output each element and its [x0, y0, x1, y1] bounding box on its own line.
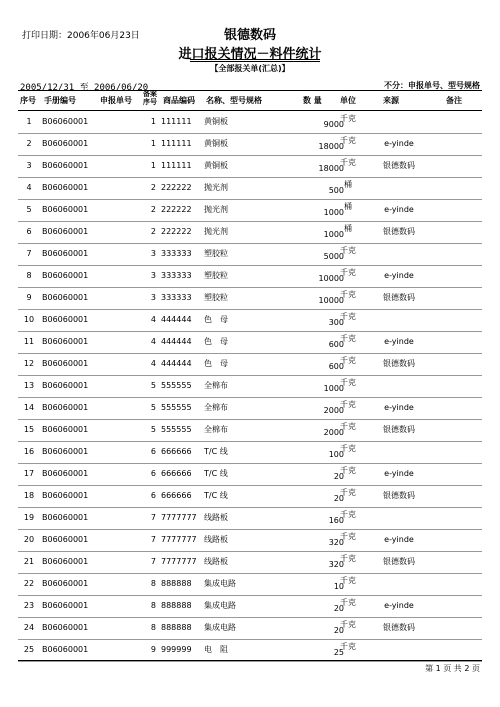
book-number: B06060001 — [42, 579, 89, 588]
table-row — [18, 375, 482, 398]
col-header-record-seq-line1: 备案 — [143, 90, 157, 98]
source — [366, 177, 432, 199]
item-name: 全棉布 — [204, 381, 228, 390]
quantity: 300 — [328, 318, 344, 327]
table-row — [18, 419, 482, 442]
quantity: 5000 — [323, 252, 344, 261]
item-code: 666666 — [161, 491, 192, 500]
record-seq: 5 — [150, 403, 156, 412]
title-underline — [190, 61, 320, 62]
source — [366, 375, 432, 397]
quantity: 10000 — [318, 296, 344, 305]
record-seq: 3 — [150, 249, 156, 258]
book-number: B06060001 — [42, 513, 89, 522]
table-row — [18, 331, 482, 354]
record-seq: 5 — [150, 425, 156, 434]
unit: 千克 — [340, 356, 356, 365]
unit: 千克 — [340, 554, 356, 563]
item-code: 888888 — [161, 601, 192, 610]
table-row — [18, 265, 482, 288]
record-seq: 8 — [150, 579, 156, 588]
record-seq: 6 — [150, 469, 156, 478]
table-row — [18, 441, 482, 464]
row-number: 14 — [23, 403, 35, 412]
row-number: 18 — [23, 491, 35, 500]
table-row — [18, 573, 482, 596]
row-number: 21 — [23, 557, 35, 566]
row-number: 8 — [26, 271, 32, 280]
table-row — [18, 243, 482, 266]
unit: 千克 — [340, 444, 356, 453]
source: 银德数码 — [383, 623, 415, 632]
item-name: T/C 线 — [204, 447, 228, 456]
item-name: 线路板 — [204, 557, 228, 566]
group-by-note: 不分：申报单号、型号规格 — [384, 81, 480, 90]
quantity: 1000 — [323, 208, 344, 217]
row-number: 19 — [23, 513, 35, 522]
col-header-no: 序号 — [20, 96, 36, 105]
item-name: 黄铜板 — [204, 161, 228, 170]
item-name: T/C 线 — [204, 491, 228, 500]
source: e-yinde — [384, 469, 414, 478]
source: 银德数码 — [383, 359, 415, 368]
table-row — [18, 309, 482, 332]
row-number: 9 — [26, 293, 32, 302]
source: 银德数码 — [383, 227, 415, 236]
source — [366, 309, 432, 331]
item-name: 集成电路 — [204, 623, 236, 632]
item-code: 555555 — [161, 381, 192, 390]
quantity: 320 — [328, 560, 344, 569]
unit: 千克 — [340, 466, 356, 475]
quantity: 600 — [328, 340, 344, 349]
book-number: B06060001 — [42, 557, 89, 566]
table-row — [18, 287, 482, 310]
quantity: 18000 — [318, 164, 344, 173]
item-code: 666666 — [161, 447, 192, 456]
book-number: B06060001 — [42, 227, 89, 236]
source: 银德数码 — [383, 161, 415, 170]
col-header-name-spec: 名称、型号规格 — [206, 96, 262, 105]
item-code: 111111 — [161, 161, 192, 170]
source — [366, 111, 432, 133]
unit: 千克 — [340, 158, 356, 167]
page-number: 第 1 页 共 2 页 — [425, 664, 480, 673]
item-code: 333333 — [161, 293, 192, 302]
book-number: B06060001 — [42, 645, 89, 654]
record-seq: 2 — [150, 205, 156, 214]
unit: 千克 — [340, 642, 356, 651]
item-name: 抛光剂 — [204, 205, 228, 214]
item-name: 塑胶粒 — [204, 271, 228, 280]
record-seq: 4 — [150, 315, 156, 324]
company-name: 银德数码 — [223, 28, 276, 43]
row-number: 16 — [23, 447, 35, 456]
unit: 千克 — [340, 268, 356, 277]
unit: 千克 — [340, 510, 356, 519]
record-seq: 6 — [150, 491, 156, 500]
record-seq: 4 — [150, 359, 156, 368]
quantity: 100 — [328, 450, 344, 459]
row-number: 6 — [26, 227, 32, 236]
col-header-unit: 单位 — [340, 96, 356, 105]
book-number: B06060001 — [42, 447, 89, 456]
row-number: 2 — [26, 139, 32, 148]
book-number: B06060001 — [42, 469, 89, 478]
col-header-record-seq — [143, 90, 157, 106]
source: 银德数码 — [383, 293, 415, 302]
table-row — [18, 111, 482, 134]
unit: 桶 — [344, 224, 352, 233]
item-name: 黄铜板 — [204, 117, 228, 126]
book-number: B06060001 — [42, 359, 89, 368]
item-name: 全棉布 — [204, 425, 228, 434]
source — [366, 243, 432, 265]
row-number: 11 — [23, 337, 35, 346]
source: e-yinde — [384, 535, 414, 544]
row-number: 24 — [23, 623, 35, 632]
item-name: 塑胶粒 — [204, 249, 228, 258]
book-number: B06060001 — [42, 381, 89, 390]
record-seq: 7 — [150, 535, 156, 544]
source — [366, 441, 432, 463]
quantity: 20 — [333, 494, 344, 503]
book-number: B06060001 — [42, 491, 89, 500]
record-seq: 5 — [150, 381, 156, 390]
table-row — [18, 155, 482, 178]
book-number: B06060001 — [42, 117, 89, 126]
record-seq: 4 — [150, 337, 156, 346]
row-number: 10 — [23, 315, 35, 324]
item-name: 集成电路 — [204, 579, 236, 588]
record-seq: 7 — [150, 513, 156, 522]
item-name: 线路板 — [204, 513, 228, 522]
quantity: 20 — [333, 626, 344, 635]
print-date: 打印日期：2006年06月23日 — [22, 31, 140, 41]
table-row — [18, 485, 482, 508]
quantity: 10 — [333, 582, 344, 591]
item-code: 555555 — [161, 403, 192, 412]
quantity: 2000 — [323, 428, 344, 437]
quantity: 320 — [328, 538, 344, 547]
unit: 千克 — [340, 136, 356, 145]
source: e-yinde — [384, 139, 414, 148]
row-number: 12 — [23, 359, 35, 368]
table-row — [18, 199, 482, 222]
book-number: B06060001 — [42, 161, 89, 170]
table-row — [18, 529, 482, 552]
row-number: 5 — [26, 205, 32, 214]
book-number: B06060001 — [42, 183, 89, 192]
item-code: 222222 — [161, 227, 192, 236]
unit: 千克 — [340, 488, 356, 497]
record-seq: 1 — [150, 139, 156, 148]
book-number: B06060001 — [42, 623, 89, 632]
record-seq: 1 — [150, 161, 156, 170]
unit: 千克 — [340, 290, 356, 299]
source: 银德数码 — [383, 491, 415, 500]
quantity: 20 — [333, 604, 344, 613]
row-number: 7 — [26, 249, 32, 258]
item-code: 444444 — [161, 315, 192, 324]
item-name: 抛光剂 — [204, 183, 228, 192]
table-row — [18, 133, 482, 156]
row-number: 23 — [23, 601, 35, 610]
quantity: 20 — [333, 472, 344, 481]
unit: 千克 — [340, 400, 356, 409]
item-code: 999999 — [161, 645, 192, 654]
row-number: 13 — [23, 381, 35, 390]
unit: 千克 — [340, 114, 356, 123]
item-code: 222222 — [161, 205, 192, 214]
book-number: B06060001 — [42, 601, 89, 610]
item-code: 7777777 — [161, 513, 197, 522]
col-header-record-seq-line2: 序号 — [143, 98, 157, 106]
unit: 千克 — [340, 422, 356, 431]
source: e-yinde — [384, 337, 414, 346]
unit: 千克 — [340, 576, 356, 585]
title-underline — [190, 59, 320, 60]
row-number: 3 — [26, 161, 32, 170]
record-seq: 7 — [150, 557, 156, 566]
unit: 千克 — [340, 598, 356, 607]
unit: 千克 — [340, 532, 356, 541]
quantity: 10000 — [318, 274, 344, 283]
quantity: 500 — [328, 186, 344, 195]
source: 银德数码 — [383, 557, 415, 566]
unit: 千克 — [340, 246, 356, 255]
col-header-source: 来源 — [383, 96, 399, 105]
source — [366, 639, 432, 661]
row-number: 1 — [26, 117, 32, 126]
record-seq: 2 — [150, 227, 156, 236]
item-code: 111111 — [161, 117, 192, 126]
row-number: 15 — [23, 425, 35, 434]
report-title: 进口报关情况－料件统计 — [178, 47, 322, 62]
item-name: 电 阻 — [204, 645, 228, 654]
quantity: 18000 — [318, 142, 344, 151]
quantity: 1000 — [323, 384, 344, 393]
col-header-book-no: 手册编号 — [44, 96, 76, 105]
record-seq: 6 — [150, 447, 156, 456]
col-header-quantity: 数 量 — [303, 96, 322, 105]
footer-rule — [18, 660, 482, 661]
item-code: 7777777 — [161, 557, 197, 566]
book-number: B06060001 — [42, 425, 89, 434]
item-code: 333333 — [161, 271, 192, 280]
record-seq: 8 — [150, 601, 156, 610]
quantity: 600 — [328, 362, 344, 371]
row-number: 22 — [23, 579, 35, 588]
record-seq: 3 — [150, 271, 156, 280]
item-code: 666666 — [161, 469, 192, 478]
record-seq: 8 — [150, 623, 156, 632]
source: e-yinde — [384, 205, 414, 214]
item-name: 黄铜板 — [204, 139, 228, 148]
source — [366, 507, 432, 529]
unit: 桶 — [344, 202, 352, 211]
table-row — [18, 177, 482, 200]
table-row — [18, 221, 482, 244]
item-name: 集成电路 — [204, 601, 236, 610]
source — [366, 573, 432, 595]
item-name: 线路板 — [204, 535, 228, 544]
table-row — [18, 507, 482, 530]
item-code: 7777777 — [161, 535, 197, 544]
item-code: 111111 — [161, 139, 192, 148]
book-number: B06060001 — [42, 249, 89, 258]
table-row — [18, 463, 482, 486]
quantity: 9000 — [323, 120, 344, 129]
book-number: B06060001 — [42, 535, 89, 544]
record-seq: 3 — [150, 293, 156, 302]
row-number: 20 — [23, 535, 35, 544]
table-row — [18, 397, 482, 420]
row-number: 25 — [23, 645, 35, 654]
record-seq: 1 — [150, 117, 156, 126]
unit: 千克 — [340, 378, 356, 387]
col-header-remarks: 备注 — [446, 96, 462, 105]
book-number: B06060001 — [42, 403, 89, 412]
book-number: B06060001 — [42, 315, 89, 324]
item-code: 888888 — [161, 579, 192, 588]
quantity: 160 — [328, 516, 344, 525]
item-name: 色 母 — [204, 359, 228, 368]
row-number: 17 — [23, 469, 35, 478]
item-name: 全棉布 — [204, 403, 228, 412]
book-number: B06060001 — [42, 337, 89, 346]
table-row — [18, 595, 482, 618]
item-name: T/C 线 — [204, 469, 228, 478]
col-header-declaration-no: 申报单号 — [100, 96, 132, 105]
unit: 千克 — [340, 312, 356, 321]
unit: 千克 — [340, 620, 356, 629]
report-subtitle: 【全部报关单(汇总)】 — [210, 64, 290, 73]
book-number: B06060001 — [42, 205, 89, 214]
item-code: 333333 — [161, 249, 192, 258]
table-row — [18, 551, 482, 574]
item-code: 555555 — [161, 425, 192, 434]
quantity: 2000 — [323, 406, 344, 415]
source: e-yinde — [384, 271, 414, 280]
source: 银德数码 — [383, 425, 415, 434]
item-name: 色 母 — [204, 337, 228, 346]
quantity: 25 — [333, 648, 344, 657]
item-code: 444444 — [161, 359, 192, 368]
table-row — [18, 617, 482, 640]
unit: 桶 — [344, 180, 352, 189]
item-name: 色 母 — [204, 315, 228, 324]
row-number: 4 — [26, 183, 32, 192]
date-range: 2005/12/31 至 2006/06/20 — [20, 83, 149, 93]
table-row — [18, 639, 482, 662]
item-code: 444444 — [161, 337, 192, 346]
record-seq: 2 — [150, 183, 156, 192]
book-number: B06060001 — [42, 271, 89, 280]
unit: 千克 — [340, 334, 356, 343]
quantity: 1000 — [323, 230, 344, 239]
item-name: 塑胶粒 — [204, 293, 228, 302]
record-seq: 9 — [150, 645, 156, 654]
col-header-item-code: 商品编码 — [163, 96, 195, 105]
item-code: 888888 — [161, 623, 192, 632]
table-row — [18, 353, 482, 376]
book-number: B06060001 — [42, 139, 89, 148]
source: e-yinde — [384, 403, 414, 412]
source: e-yinde — [384, 601, 414, 610]
item-name: 抛光剂 — [204, 227, 228, 236]
item-code: 222222 — [161, 183, 192, 192]
book-number: B06060001 — [42, 293, 89, 302]
